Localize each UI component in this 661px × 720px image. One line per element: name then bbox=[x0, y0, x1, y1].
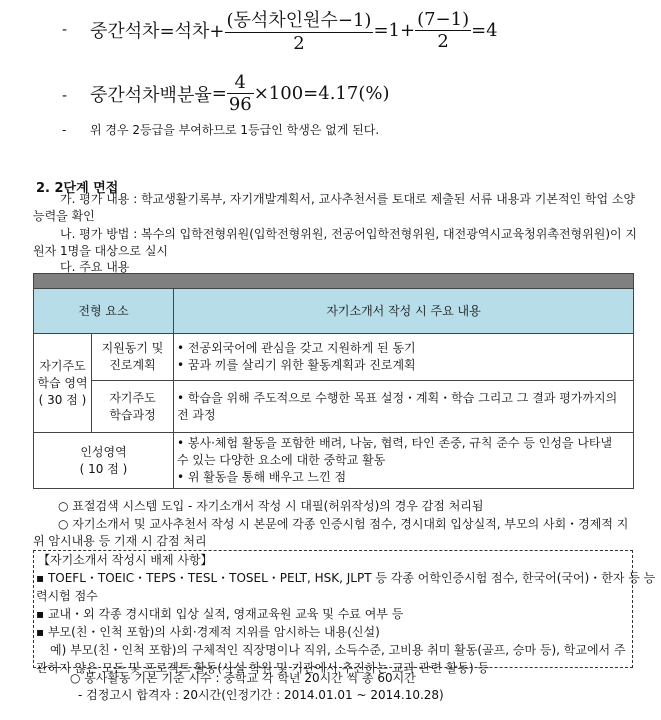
row1-content bbox=[174, 334, 634, 381]
header-content: 자기소개서 작성 시 주요 내용 bbox=[174, 289, 634, 334]
main-content-table bbox=[33, 273, 634, 489]
formula2-rest: ×100=4.17(%) bbox=[253, 83, 390, 104]
row2-sub-line1: 자기주도 bbox=[109, 390, 156, 405]
note1-text: 위 경우 2등급을 부여하므로 1등급인 학생은 없게 된다. bbox=[90, 123, 380, 137]
formula1-fraction2 bbox=[415, 9, 471, 52]
row1-item2: • 꿈과 끼를 살리기 위한 활동계획과 진로계획 bbox=[177, 358, 416, 372]
exclusion-item3: ▪ 부모(친・인척 포함)의 사회·경제적 지위를 암시하는 내용(신설) bbox=[36, 625, 380, 639]
formula2-eq: = bbox=[211, 83, 227, 104]
row2-sub bbox=[92, 381, 174, 433]
exclusion-example-line1: 예) 부모(친・인척 포함)의 구체적인 직장명이나 직위, 소득수준, 고비용 취미 활동(골프, 승마 등), 학교에서 주 bbox=[50, 643, 626, 657]
note-penalty-line1: ○ 자기소개서 및 교사추천서 작성 시 본문에 각종 인증시험 점수, 경시대회 입상실적, 부모의 사회・경제적 지 bbox=[58, 517, 629, 531]
formula1-result: =4 bbox=[471, 19, 498, 41]
group1-cell bbox=[34, 334, 92, 433]
section2-na-line2: 원자 1명을 대상으로 실시 bbox=[33, 244, 168, 258]
formula2 bbox=[90, 72, 389, 115]
note-penalty-line2: 위 암시내용 등 기재 시 감점 처리 bbox=[33, 534, 207, 548]
table-header-row bbox=[34, 289, 634, 334]
table-row bbox=[34, 433, 634, 489]
row1-sub-line2: 진로계획 bbox=[109, 358, 156, 372]
formula1-dash: - bbox=[62, 22, 68, 38]
formula1-lhs: 중간석차 bbox=[90, 21, 160, 42]
formula1 bbox=[90, 6, 498, 54]
group2-line2: ( 10 점 ) bbox=[79, 461, 128, 476]
exclusion-item1-line1: ▪ TOEFL・TOEIC・TEPS・TESL・TOSEL・PELT, HSK, JLPT 등 각종 어학인증시험 점수, 한국어(국어)・한자 등 능 bbox=[36, 571, 656, 585]
table-top-bar bbox=[34, 274, 634, 289]
note-plagiarism: ○ 표절검색 시스템 도입 - 자기소개서 작성 시 대필(허위작성)의 경우 감점 처리됨 bbox=[58, 499, 484, 513]
exclusion-item2: ▪ 교내・외 각종 경시대회 입상 실적, 영재교육원 교육 및 수료 여부 등 bbox=[36, 607, 404, 621]
exclusion-title: 【자기소개서 작성시 배제 사항】 bbox=[38, 553, 213, 567]
note1-dash: - bbox=[62, 123, 67, 137]
formula1-fraction1 bbox=[225, 6, 374, 54]
formula1-denominator: 2 bbox=[293, 33, 305, 54]
group1-line1: 자기주도 bbox=[39, 358, 86, 373]
row3-item1-line2: 수 있는 다양한 요소에 대한 중학교 활동 bbox=[177, 453, 386, 467]
formula1-numerator2: (7−1) bbox=[417, 8, 470, 30]
group1-line2: 학습 영역 bbox=[37, 375, 88, 390]
group2-cell bbox=[34, 433, 174, 489]
row3-item2: • 위 활동을 통해 배우고 느낀 점 bbox=[177, 470, 347, 484]
formula2-lhs: 중간석차백분율 bbox=[90, 84, 212, 106]
row3-item1-line1: • 봉사·체험 활동을 포함한 배려, 나눔, 협력, 타인 존중, 규칙 준수 등 인성을 나타낼 bbox=[177, 436, 613, 450]
section2-title: 2. 2단계 면접 bbox=[36, 181, 119, 196]
formula1-numerator: (동석차인원수−1) bbox=[225, 6, 374, 33]
exclusion-item1-line2: 력시험 점수 bbox=[36, 589, 98, 603]
exclusion-box bbox=[33, 550, 656, 675]
volunteer-line1: ○ 봉사활동 기본 기준 시수 : 중학교 각 학년 20시간 씩 총 60시간 bbox=[70, 671, 416, 685]
group1-line3: ( 30 점 ) bbox=[38, 392, 87, 407]
formula2-denominator: 96 bbox=[228, 94, 252, 115]
section2-da: 다. 주요 내용 bbox=[60, 260, 130, 274]
formula1-eq2: =1+ bbox=[373, 19, 416, 41]
row1-item1: • 전공외국어에 관심을 갖고 지원하게 된 동기 bbox=[177, 341, 416, 355]
formula2-dash: - bbox=[62, 88, 68, 104]
row2-sub-line2: 학습과정 bbox=[109, 407, 156, 422]
row3-content bbox=[174, 433, 634, 489]
formula1-eq1: =석차+ bbox=[159, 21, 225, 42]
exclusion-example-line2: 관하지 않은 모든 및 프로젝트 활동(사설 학원 및 기관에서 추진하는 교과 관련 활동) 등 bbox=[36, 661, 490, 675]
section2-ga-line2: 능력을 확인 bbox=[33, 209, 95, 223]
section2-ga-line1: 가. 평가 내용 : 학교생활기록부, 자기개발계획서, 교사추천서를 토대로 제출된 서류 내용과 기본적인 학업 소양 bbox=[60, 192, 636, 206]
header-element: 전형 요소 bbox=[34, 289, 174, 334]
row2-item1-line1: • 학습을 위해 주도적으로 수행한 목표 설정・계획・학습 그리고 그 결과 평가까지의 bbox=[177, 390, 618, 405]
row2-content bbox=[174, 381, 634, 433]
formula2-fraction bbox=[227, 72, 254, 115]
row1-sub-line1: 지원동기 및 bbox=[101, 341, 164, 355]
group2-line1: 인성영역 bbox=[80, 444, 127, 459]
formula2-numerator: 4 bbox=[227, 72, 254, 94]
row2-item1-line2: 전 과정 bbox=[177, 407, 216, 422]
row1-sub bbox=[92, 334, 174, 381]
section2-na-line1: 나. 평가 방법 : 복수의 입학전형위원(입학전형위원, 전공어입학전형위원, 대전광역시교육청위촉전형위원)이 지 bbox=[60, 227, 638, 241]
formula1-denominator2: 2 bbox=[437, 30, 449, 52]
volunteer-line2: - 검정고시 합격자 : 20시간(인정기간 : 2014.01.01 ~ 2014.10.28) bbox=[78, 688, 444, 702]
table-row bbox=[34, 381, 634, 433]
table-row bbox=[34, 334, 634, 381]
